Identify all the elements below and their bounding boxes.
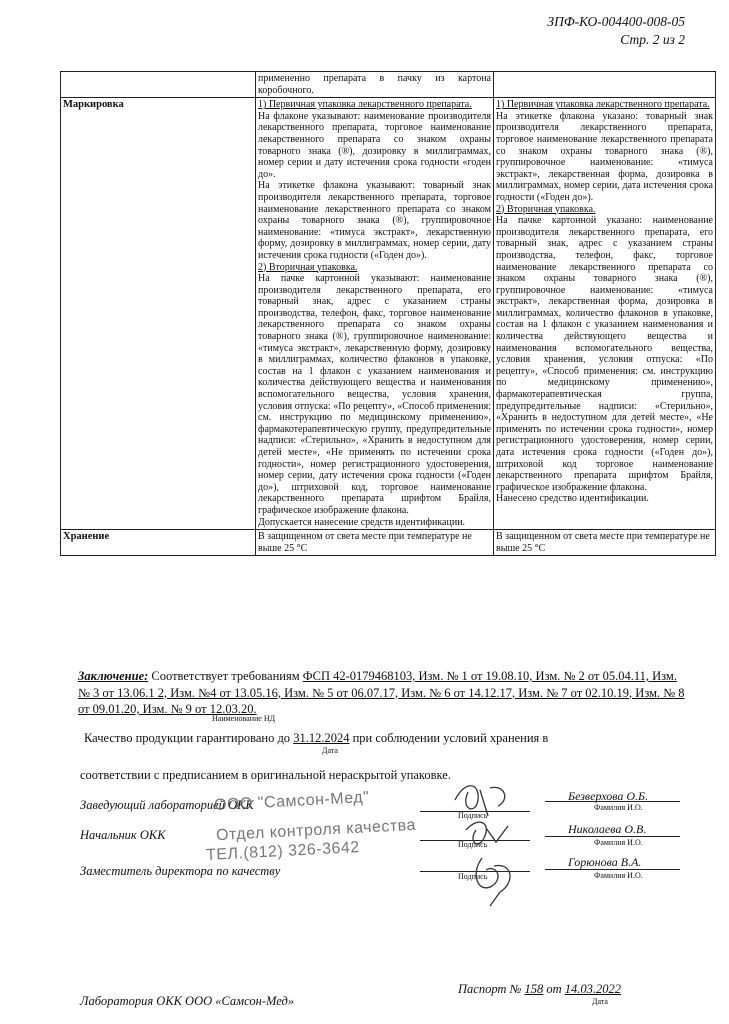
table-row-storage <box>61 530 716 556</box>
paragraph: На пачке картонной указывают: наименование производителя лекарственного препарата, его товарный знак, адрес с указанием страны производства, телефон, факс, торговое наименование лекарственного препарата со знаком охраны товарного знака (®), группировочное наименование: «тимуса экстракт», лекарственную форму, дозировку в миллиграммах, количество флаконов в упаковке, состав на 1 флакон с указанием наименования и количества действующего вещества и наименования вспомогательного вещества, условия хранения, условия отпуска: «По рецепту», «Способ применения: см. инструкцию по медицинскому применению», фармакотерапевтическую группу, предупредительные надписи: «Стерильно», «Хранить в недоступном для детей месте», «Не применять по истечении срока годности», номер регистрационного удостоверения, номер серии, дату истечения срока годности («Годен до»), штриховой код, торговое наименование лекарственного препарата шрифтом Брайля, графическое изображение флакона. <box>258 273 491 516</box>
signer-title: Начальник ОКК <box>80 828 166 842</box>
signature-caption: Подпись <box>458 872 488 881</box>
paragraph: На этикетке флакона указывают: товарный знак производителя лекарственного препарата, торговое наименование лекарственного препарата со знаком охраны товарного знака (®), группировочное наименование: «тимуса экстракт», лекарственную форму, дозировку в миллиграммах, номер серии, дату истечения срока годности («Годен до»). <box>258 180 491 261</box>
page-number: Стр. 2 из 2 <box>620 32 685 47</box>
signature-caption: Подпись <box>458 811 488 820</box>
name-caption: Фамилия И.О. <box>594 838 643 847</box>
conclusion-prefix: Соответствует требованиям <box>151 669 300 683</box>
marking-requirement <box>256 98 494 530</box>
table-row <box>61 72 716 98</box>
footer-lab: Лаборатория ОКК ООО «Самсон-Мед» <box>80 994 295 1008</box>
signer-name: Николаева О.В. <box>568 822 647 836</box>
table-row-marking <box>61 98 716 530</box>
document-code: ЗПФ-КО-004400-008-05 <box>547 14 685 29</box>
stamp-department: Отдел контроля качества <box>215 816 417 845</box>
conclusion <box>78 668 688 718</box>
passport-date: 14.03.2022 <box>564 982 622 996</box>
quality-line <box>84 731 548 746</box>
footer-date-caption: Дата <box>592 997 608 1006</box>
stamp-company: ООО "Самсон-Мед" <box>213 788 370 815</box>
stamp-phone: ТЕЛ.(812) 326-3642 <box>205 838 361 865</box>
row-label-marking: Маркировка <box>61 98 256 530</box>
paragraph: На пачке картонной указано: наименование производителя лекарственного препарата, его товарный знак, адрес с указанием страны производства, телефон, факс, торговое наименование лекарственного препарата со знаком охраны товарного знака (®), группировочное наименование: «тимуса экстракт», лекарственная форма, дозировка в миллиграммах, количество флаконов в упаковке, состав на 1 флакон с указанием наименования и количества действующего вещества и наименования вспомогательного вещества, условия хранения, условия отпуска: «По рецепту», «Способ применения: см. инструкцию по медицинскому применению», фармакотерапевтическая группа, предупредительные надписи: «Стерильно», «Хранить в недоступном для детей месте», «Не применять по истечении срока годности», номер регистрационного удостоверения, номер серии, дата истечения срока годности («Годен до»), штриховой код торговое наименование лекарственного препарата шрифтом Брайля, графическое изображение флакона. <box>496 215 713 493</box>
paragraph: Нанесено средство идентификации. <box>496 493 649 505</box>
signature-caption: Подпись <box>458 840 488 849</box>
quality-text: Качество продукции гарантировано до <box>84 731 291 745</box>
name-caption: Фамилия И.О. <box>594 871 643 880</box>
passport-from: от <box>546 982 562 996</box>
storage-result: В защищенном от света месте при температуре не выше 25 °С <box>494 530 716 556</box>
paragraph: На флаконе указывают: наименование производителя лекарственного препарата, торговое наименование лекарственного препарата со знаком охраны товарного знака (®), дозировку в миллиграммах, номер серии и дату истечения срока годности «годен до». <box>258 110 491 180</box>
date-caption: Дата <box>322 746 338 755</box>
table-cell: примененно препарата в пачку из картона коробочного. <box>256 72 494 98</box>
storage-requirement: В защищенном от света месте при температуре не выше 25 °С <box>256 530 494 556</box>
quality-line-2: соответствии с предписанием в оригинальной нераскрытой упаковке. <box>80 768 451 782</box>
quality-text: при соблюдении условий хранения в <box>352 731 549 745</box>
conclusion-nd: ФСП 42-0179468103, Изм. № 1 от 19.08.10, Изм. № 2 от 05.04.11, Изм. № 3 от 13.06.1 2, Изм. №4 от 13.05.16, Изм. № 5 от 06.07.17, Изм. № 6 от 14.12.17, Изм. № 7 от 02.10.19, Изм. № 8 от 09.01.20, Изм. № 9 от 12.03.20. <box>78 669 685 716</box>
section-title: 2) Вторичная упаковка. <box>496 203 596 215</box>
signer-name: Горюнова В.А. <box>568 855 642 869</box>
signer-name: Безверхова О.Б. <box>568 789 649 803</box>
conclusion-label: Заключение: <box>78 669 149 683</box>
signer-title: Заведующий лабораторией ОКК <box>80 798 254 812</box>
marking-result <box>494 98 716 530</box>
section-title: 1) Первичная упаковка лекарственного препарата. <box>258 99 472 111</box>
name-caption: Фамилия И.О. <box>594 803 643 812</box>
paragraph: На этикетке флакона указано: товарный знак производителя лекарственного препарата, торговое наименование лекарственного препарата со знаком охраны товарного знака (®), группировочное наименование: «тимуса экстракт», лекарственная форма, дозировка в миллиграммах, номер серии, дата истечения срока годности («Годен до»). <box>496 110 713 203</box>
nd-caption: Наименование НД <box>212 714 276 723</box>
spec-table <box>60 71 716 556</box>
quality-date: 31.12.2024 <box>293 731 350 745</box>
paragraph: Допускается нанесение средств идентификации. <box>258 516 466 528</box>
handwritten-signatures <box>420 770 540 910</box>
section-title: 2) Вторичная упаковка. <box>258 261 358 273</box>
passport-number: 158 <box>524 982 544 996</box>
passport-line <box>458 982 621 997</box>
signer-title: Заместитель директора по качеству <box>80 864 281 878</box>
section-title: 1) Первичная упаковка лекарственного препарата. <box>496 99 710 111</box>
passport-label: Паспорт № <box>458 982 522 996</box>
row-label-storage: Хранение <box>61 530 256 556</box>
